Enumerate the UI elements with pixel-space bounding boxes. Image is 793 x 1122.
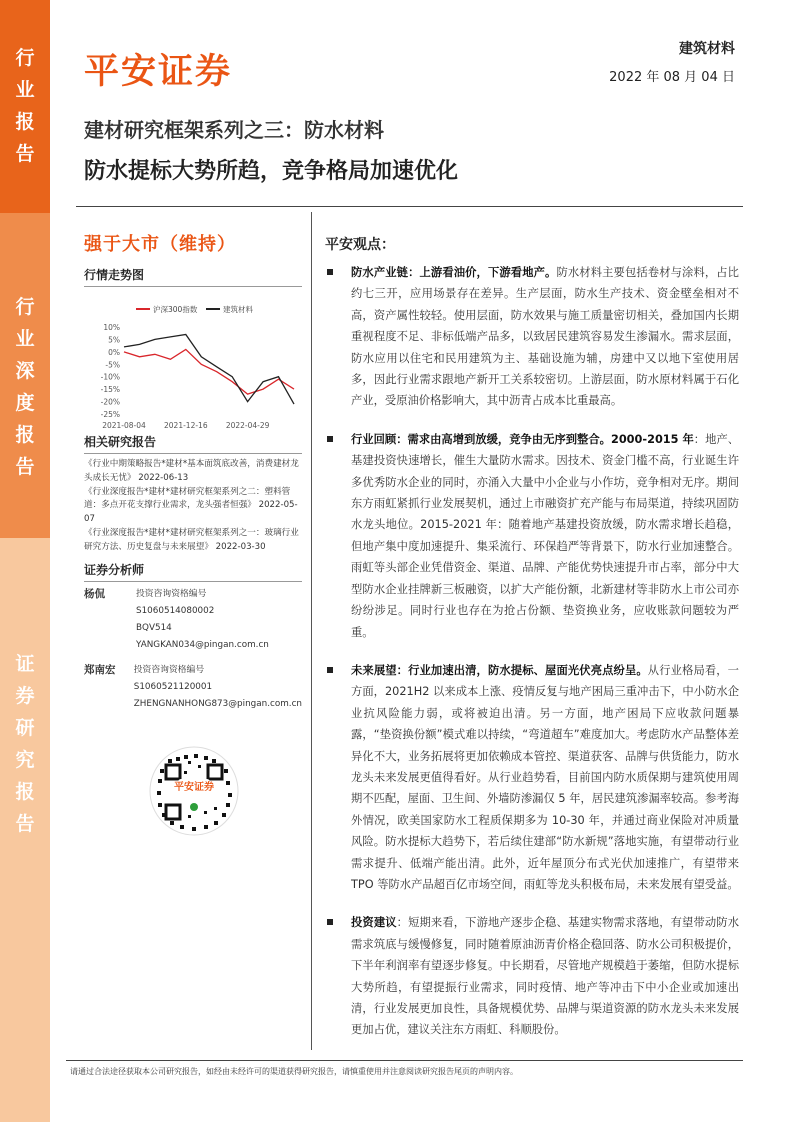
rating-label: 强于大市（维持）: [84, 234, 236, 255]
x-tick-label: 2022-04-29: [225, 421, 270, 430]
bullet-square-icon: [327, 436, 333, 442]
sidebar-char: 行: [15, 47, 35, 69]
sidebar-char: 告: [15, 456, 35, 478]
sidebar-char: 报: [15, 781, 35, 803]
sidebar-char: 业: [15, 328, 35, 350]
sidebar-char: 业: [15, 79, 35, 101]
bullet-lead: 行业回顾：需求由高增到放缓，竞争由无序到整合。2000-2015 年: [351, 432, 694, 446]
footer-divider: [66, 1060, 743, 1061]
legend-label: 沪深300指数: [153, 305, 198, 314]
analyst-entry: [84, 586, 302, 654]
analyst-qualification-label: 投资咨询资格编号: [136, 588, 207, 599]
sector-name: 建筑材料: [679, 41, 735, 57]
bullet-text: ：短期来看，下游地产逐步企稳、基建实物需求落地，有望带动防水需求筑底与缓慢修复，同时随着原油沥青价格企稳回落、防水公司积极提价，下半年利润率有望逐步修复。中长期看，尽管地产规模趋于萎缩，但防水提标大势所趋，有望提振行业需求，同时疫情、地产等冲击下中小企业或加速出清，行业发展更加良性，具备规模优势、品牌与渠道资源的防水龙头未来发展更加占优，建议关注东方雨虹、科顺股份。: [351, 916, 739, 1037]
right-column: [325, 234, 739, 1041]
chart-section-title: 行情走势图: [84, 266, 302, 287]
y-tick-label: -20%: [100, 397, 120, 407]
series-line: [124, 335, 294, 405]
y-tick-label: -10%: [100, 372, 120, 382]
analyst-email[interactable]: YANGKAN034@pingan.com.cn: [136, 639, 269, 650]
y-tick-label: 10%: [103, 323, 120, 332]
company-logo: 平安证券: [84, 52, 233, 92]
sidebar-label-industry-report: [0, 0, 50, 213]
sidebar-char: 行: [15, 296, 35, 318]
sidebar-char: 报: [15, 111, 35, 133]
bullet-square-icon: [327, 269, 333, 275]
analyst-name: 杨侃: [84, 587, 105, 600]
y-tick-label: -25%: [100, 410, 120, 419]
related-report-item[interactable]: 《行业深度报告*建材*建材研究框架系列之二：塑料管道：多点开花支撑行业需求，龙头强者恒强》 2022-05-07: [84, 486, 298, 525]
qr-logo-text: 平安证券: [174, 782, 214, 793]
report-date: 2022 年 08 月 04 日: [609, 70, 735, 85]
column-divider: [311, 212, 312, 1050]
sidebar-char: 报: [15, 424, 35, 446]
bullet-lead: 未来展望：行业加速出清，防水提标、屋面光伏亮点纷呈。: [351, 663, 648, 677]
y-tick-label: -15%: [100, 385, 120, 395]
analyst-details: [136, 586, 269, 654]
analyst-entry: [84, 662, 302, 713]
related-reports-title: 相关研究报告: [84, 433, 302, 454]
bullet-lead: 投资建议: [351, 916, 397, 930]
x-tick-label: 2021-12-16: [164, 421, 208, 430]
bullet-square-icon: [327, 667, 333, 673]
main-title: 防水提标大势所趋，竞争格局加速优化: [84, 159, 459, 184]
analyst-email[interactable]: ZHENGNANHONG873@pingan.com.cn: [133, 698, 302, 709]
analyst-license-number: S1060514080002: [136, 605, 215, 616]
analyst-qualification-label: 投资咨询资格编号: [133, 664, 205, 675]
analyst-license-number: S1060521120001: [133, 681, 213, 692]
sidebar-char: 券: [15, 685, 35, 707]
analyst-name: 郑南宏: [84, 663, 116, 676]
related-reports-list: [84, 458, 302, 555]
bullet-text: 从行业格局看，一方面，2021H2 以来成本上涨、疫情反复与地产困局三重冲击下，中小防水企业抗风险能力弱，或将被迫出清。另一方面，地产困局下应收款问题暴露，“垫资换份额”模式难以持续，“弯道超车”难度加大。考虑防水产品整体差异化不大，业务拓展将更加依赖成本管控、渠道获客、品牌与供货能力，防水龙头未来发展更值得看好。从行业趋势看，目前国内防水质保期与建筑使用周期不匹配，屋面、卫生间、外墙防渗漏仅 5 年，居民建筑渗漏率较高。参考海外情况，欧美国家防水工程质保期多为 10-30 年，并通过商业保险对冲质量风险。防水提标大趋势下，若后续住建部“防水新规”落地实施，有望带动行业需求提升、低端产能出清。此外，近年屋顶分布式光伏加速推广，有望带来 TPO 等防水产品超百亿市场空间，雨虹等龙头积极布局，未来发展有望受益。: [351, 663, 739, 891]
viewpoint-bullet: [325, 660, 739, 895]
sidebar-char: 证: [15, 653, 35, 675]
viewpoint-bullet: [325, 262, 739, 412]
footer-disclaimer: 请通过合法途径获取本公司研究报告，如经由未经许可的渠道获得研究报告，请慎重使用并注意阅读研究报告尾页的声明内容。: [70, 1067, 518, 1076]
price-chart-svg: [84, 287, 302, 433]
viewpoint-bullet: [325, 429, 739, 643]
sidebar-char: 告: [15, 813, 35, 835]
analysts-title: 证券分析师: [84, 561, 302, 582]
analyst-details: [134, 662, 302, 713]
sidebar-label-securities-research: [0, 538, 50, 1122]
viewpoint-title: 平安观点：: [325, 237, 395, 253]
x-tick-label: 2021-08-04: [102, 421, 146, 430]
related-report-item[interactable]: 《行业深度报告*建材*建材研究框架系列之一：玻璃行业研究方法、历史复盘与未来展望》 2022-03-30: [84, 527, 299, 552]
price-chart: [84, 287, 302, 433]
sidebar-char: 告: [15, 143, 35, 165]
related-report-item[interactable]: 《行业中期策略报告*建材*基本面筑底改善，消费建材龙头成长无忧》 2022-06-13: [84, 459, 299, 483]
y-tick-label: -5%: [105, 360, 120, 370]
sidebar-char: 度: [15, 392, 35, 414]
sidebar: [0, 0, 50, 1122]
series-title: 建材研究框架系列之三：防水材料: [84, 118, 384, 142]
sidebar-label-industry-deep-report: [0, 213, 50, 538]
y-tick-label: 5%: [108, 335, 120, 345]
y-tick-label: 0%: [108, 347, 120, 357]
qr-code-icon[interactable]: [148, 745, 240, 837]
bullet-square-icon: [327, 919, 333, 925]
viewpoint-bullet: [325, 912, 739, 1040]
series-line: [124, 349, 294, 394]
left-column: [84, 212, 302, 713]
bullet-text: 防水材料主要包括卷材与涂料，占比约七三开，应用场景存在差异。生产层面，防水生产技术、资金壁垒相对不高，资产属性较轻。使用层面，防水效果与施工质量密切相关，叠加国内长期重视程度不足、非标低端产品多，以致居民建筑容易发生渗漏水。需求层面，防水应用以住宅和民用建筑为主、基础设施为辅，房建中又以地下室使用居多，因此行业需求跟地产新开工关系较密切。上游层面，防水原材料属于石化产业，受原油价格影响大，其中沥青占成本比重最高。: [351, 266, 739, 408]
sidebar-char: 研: [15, 717, 35, 739]
bullet-text: ：地产、基建投资快速增长，催生大量防水需求。因技术、资金门槛不高，行业诞生许多优秀防水企业的同时，亦涌入大量中小企业与小作坊，竞争相对无序。期间东方雨虹紧抓行业发展契机，通过上市融资扩充产能与布局渠道，持续巩固防水龙头地位。2015-2021 年：随着地产基建投资放缓，防水需求增长趋稳，但地产集中度加速提升、集采流行、环保趋严等背景下，防水行业加速整合。雨虹等头部企业凭借资金、渠道、品牌、产能优势快速提升市占率，部分中大型防水企业挂牌新三板融资，以扩大产能份额，北新建材等非防水上市公司亦纷纷涉足。同时行业也存在为抢占份额、垫资换业务，应收账款问题较为严重。: [351, 432, 739, 639]
bullet-lead: 防水产业链：上游看油价，下游看地产。: [351, 266, 557, 279]
sidebar-char: 究: [15, 749, 35, 771]
analyst-code: BQV514: [136, 622, 172, 633]
legend-label: 建筑材料: [223, 305, 253, 314]
header-divider: [76, 206, 743, 207]
sidebar-char: 深: [15, 360, 35, 382]
